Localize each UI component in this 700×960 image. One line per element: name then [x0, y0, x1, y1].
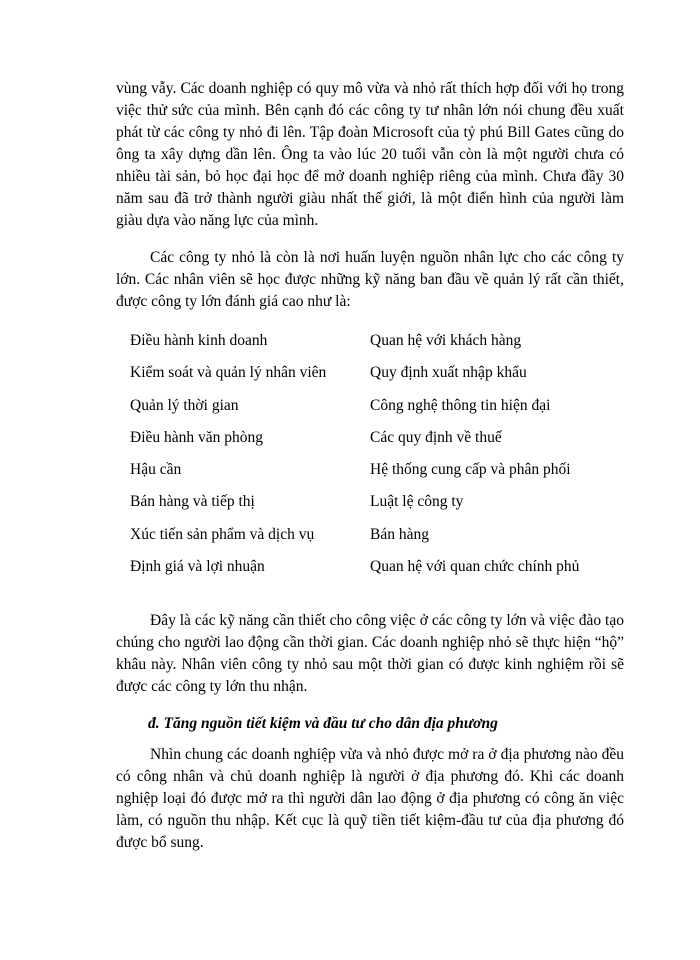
- skill-item: Quan hệ với quan chức chính phủ: [370, 558, 580, 576]
- paragraph-training-intro: Các công ty nhỏ là còn là nơi huấn luyện nguồn nhân lực cho các công ty lớn. Các nhân viên sẽ học được những kỹ năng ban đầu về quản lý rất cần thiết, được công ty lớn đánh giá cao như là:: [116, 249, 624, 310]
- skill-item: Quan hệ với khách hàng: [370, 332, 522, 349]
- skill-item: Bán hàng và tiếp thị: [130, 493, 255, 511]
- skill-item: Các quy định về thuế: [370, 428, 502, 446]
- paragraph-microsoft-example: vùng vẫy. Các doanh nghiệp có quy mô vừa và nhỏ rất thích hợp đối với họ trong việc thử sức của mình. Bên cạnh đó các công ty tư nhân lớn nói chung đều xuất phát từ các công ty nhỏ đi lên. Tập đoàn Microsoft của tỷ phú Bill Gates cũng do ông ta xây dựng dần lên. Ông ta vào lúc 20 tuổi vẫn còn là một người chưa có nhiều tài sản, bỏ học đại học để mở doanh nghiệp riêng của mình. Chưa đầy 30 năm sau đã trở thành người giàu nhất thế giới, là một điển hình của người làm giàu dựa vào năng lực của mình.: [116, 80, 624, 229]
- skill-item: Hệ thống cung cấp và phân phối: [370, 461, 571, 479]
- skill-item: Định giá và lợi nhuận: [130, 558, 265, 576]
- skill-item: Kiểm soát và quản lý nhân viên: [130, 364, 327, 382]
- section-heading: đ. Tăng nguồn tiết kiệm và đầu tư cho dân địa phương: [148, 715, 498, 732]
- skill-item: Quản lý thời gian: [130, 396, 239, 414]
- skill-item: Công nghệ thông tin hiện đại: [370, 396, 551, 414]
- skill-item: Điều hành kinh doanh: [130, 332, 268, 349]
- skill-item: Quy định xuất nhập khẩu: [370, 364, 527, 382]
- skill-item: Hậu cần: [130, 461, 182, 479]
- skill-item: Điều hành văn phòng: [130, 428, 264, 446]
- skill-item: Xúc tiến sản phẩm và dịch vụ: [130, 525, 315, 543]
- paragraph-skills-summary: Đây là các kỹ năng cần thiết cho công việc ở các công ty lớn và việc đào tạo chúng cho người lao động cần thời gian. Các doanh nghiệp nhỏ sẽ thực hiện “hộ” khâu này. Nhân viên công ty nhỏ sau một thời gian có được kinh nghiệm rồi sẽ được các công ty lớn thu nhận.: [116, 612, 624, 695]
- skills-list: [130, 330, 630, 588]
- skill-item: Luật lệ công ty: [370, 493, 464, 511]
- skill-item: Bán hàng: [370, 525, 429, 543]
- paragraph-local-savings: Nhìn chung các doanh nghiệp vừa và nhỏ được mở ra ở địa phương nào đều có công nhân và chủ doanh nghiệp là người ở địa phương đó. Khi các doanh nghiệp loại đó được mở ra thì người dân lao động ở địa phương có công ăn việc làm, có nguồn thu nhập. Kết cục là quỹ tiền tiết kiệm-đầu tư của địa phương đó được bổ sung.: [116, 746, 624, 851]
